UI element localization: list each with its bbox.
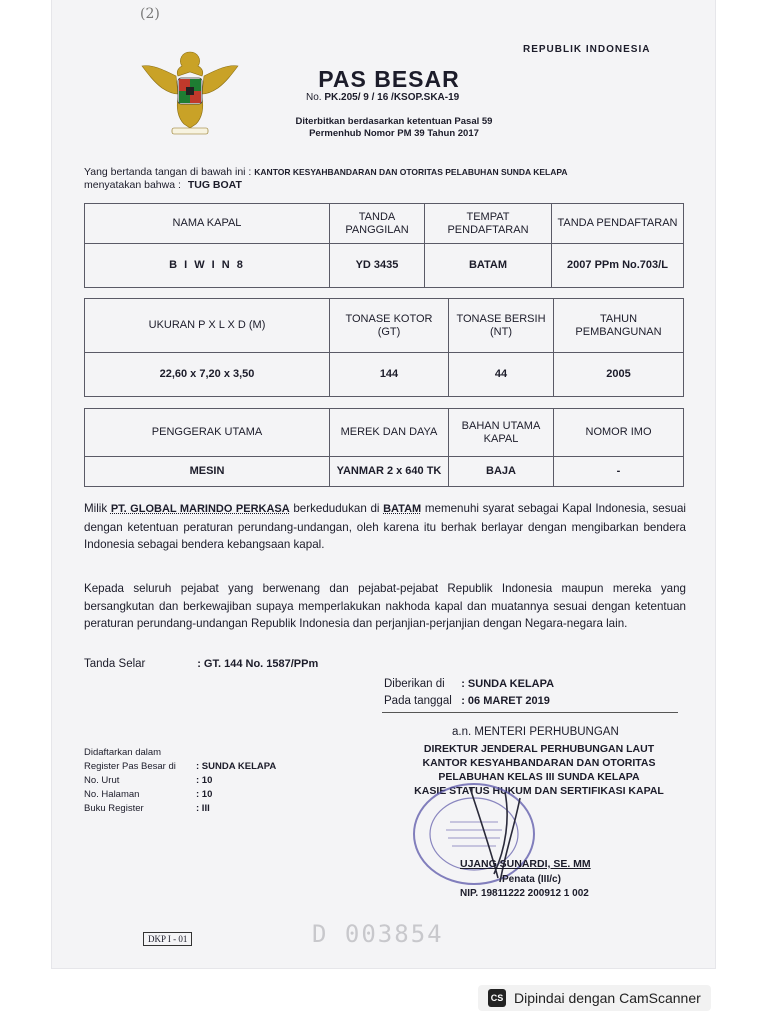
signatory-name: UJANG SUNARDI, SE. MM — [460, 858, 591, 870]
header-tanda-pendaftaran: TANDA PENDAFTARAN — [552, 204, 684, 244]
intro-prefix: Yang bertanda tangan di bawah ini : — [84, 166, 252, 178]
date-label: Pada tanggal — [384, 695, 452, 707]
header-nama-kapal: NAMA KAPAL — [85, 204, 330, 244]
value-tanda-pendaftaran: 2007 PPm No.703/L — [552, 244, 684, 288]
header-bahan-utama: BAHAN UTAMA KAPAL — [449, 409, 554, 457]
signatory-rank: Penata (III/c) — [502, 874, 561, 885]
ownership-paragraph — [84, 500, 686, 554]
declares-label: menyatakan bahwa : — [84, 179, 181, 191]
intro-statement — [84, 166, 568, 192]
signatory-line-2: KANTOR KESYAHBANDARAN DAN OTORITAS — [422, 757, 656, 769]
number-value: PK.205/ 9 / 16 /KSOP.SKA-19 — [324, 92, 460, 103]
header-ukuran: UKURAN P X L X D (M) — [85, 299, 330, 353]
vessel-type: TUG BOAT — [187, 179, 242, 191]
value-penggerak-utama: MESIN — [85, 457, 330, 487]
register-book-label: Register Pas Besar di — [84, 761, 176, 772]
register-buku-label: Buku Register — [84, 803, 144, 814]
register-book-value: : SUNDA KELAPA — [196, 761, 277, 772]
number-label: No. — [306, 92, 322, 103]
register-info — [84, 746, 276, 816]
issuance-basis — [0, 116, 768, 140]
header-tonase-bersih: TONASE BERSIH (NT) — [449, 299, 554, 353]
signatory-nip: NIP. 19811222 200912 1 002 — [460, 888, 589, 899]
vessel-identity-table — [84, 203, 684, 288]
header-tahun-pembangunan: TAHUN PEMBANGUNAN — [554, 299, 684, 353]
signatory-line-3: PELABUHAN KELAS III SUNDA KELAPA — [438, 771, 640, 783]
register-urut-value: : 10 — [196, 775, 213, 786]
ownership-statement: syarat sebagai Kapal Indonesia, sesuai dengan ketentuan peraturan perundang-undangan, oleh karena itu berhak berlayar dengan mengibarkan bendera Indonesia sebagai bendera kebangsaan kapal. — [84, 502, 686, 551]
value-tonase-kotor: 144 — [330, 353, 449, 397]
place-value: : SUNDA KELAPA — [461, 678, 555, 690]
serial-number: D 003854 — [312, 920, 444, 948]
fulfills-label: memenuhi — [424, 502, 479, 515]
issuance-line-1: Diterbitkan berdasarkan ketentuan Pasal 59 — [295, 116, 493, 127]
document-number — [306, 92, 459, 103]
issuance-line-2: Permenhub Nomor PM 39 Tahun 2017 — [309, 128, 479, 139]
value-ukuran: 22,60 x 7,20 x 3,50 — [85, 353, 330, 397]
value-merek-daya: YANMAR 2 x 640 TK — [330, 457, 449, 487]
value-nomor-imo: - — [554, 457, 684, 487]
header-tempat-pendaftaran: TEMPAT PENDAFTARAN — [425, 204, 552, 244]
date-value: : 06 MARET 2019 — [461, 695, 550, 707]
handwritten-number: (2) — [140, 6, 160, 22]
form-code: DKP I - 01 — [143, 932, 192, 946]
tanda-selar — [84, 658, 318, 670]
issuing-office: KANTOR KESYAHBANDARAN DAN OTORITAS PELABUHAN SUNDA KELAPA — [254, 167, 568, 177]
value-bahan-utama: BAJA — [449, 457, 554, 487]
request-paragraph: Kepada seluruh pejabat yang berwenang dan pejabat-pejabat Republik Indonesia maupun mereka yang bersangkutan dan berkewajiban supaya memperlakukan nakhoda kapal dan muatannya sesuai dengan ketentuan peraturan perundang-undangan Republik Indonesia dan perjanjian-perjanjian dengan Negara-negara lain. — [84, 582, 686, 630]
issue-place-date — [384, 676, 554, 710]
document-title: PAS BESAR — [318, 66, 460, 92]
value-tempat-pendaftaran: BATAM — [425, 244, 552, 288]
owner-label: Milik — [84, 502, 108, 515]
value-tahun-pembangunan: 2005 — [554, 353, 684, 397]
vessel-dimensions-table — [84, 298, 684, 397]
on-behalf-of: a.n. MENTERI PERHUBUNGAN — [452, 726, 619, 738]
place-label: Diberikan di — [384, 678, 445, 690]
header-tonase-kotor: TONASE KOTOR (GT) — [330, 299, 449, 353]
header-merek-daya: MEREK DAN DAYA — [330, 409, 449, 457]
register-title: Didaftarkan dalam — [84, 747, 162, 758]
header-nomor-imo: NOMOR IMO — [554, 409, 684, 457]
header-tanda-panggilan: TANDA PANGGILAN — [330, 204, 425, 244]
value-tanda-panggilan: YD 3435 — [330, 244, 425, 288]
camscanner-icon: CS — [488, 989, 506, 1007]
signatory-line-4: KASIE STATUS HUKUM DAN SERTIFIKASI KAPAL — [414, 785, 664, 797]
register-urut-label: No. Urut — [84, 775, 120, 786]
propulsion-table — [84, 408, 684, 487]
selar-value: : GT. 144 No. 1587/PPm — [197, 658, 319, 670]
header-penggerak-utama: PENGGERAK UTAMA — [85, 409, 330, 457]
value-nama-kapal: B I W I N 8 — [85, 244, 330, 288]
value-tonase-bersih: 44 — [449, 353, 554, 397]
camscanner-watermark — [478, 985, 711, 1011]
selar-label: Tanda Selar — [84, 658, 146, 670]
domicile-label: berkedudukan di — [293, 502, 380, 515]
divider-line — [382, 712, 678, 713]
register-buku-value: : III — [196, 803, 210, 814]
signatory-line-1: DIREKTUR JENDERAL PERHUBUNGAN LAUT — [423, 743, 655, 755]
owner-name: PT. GLOBAL MARINDO PERKASA — [110, 503, 290, 515]
camscanner-label: Dipindai dengan CamScanner — [514, 990, 701, 1006]
register-halaman-value: : 10 — [196, 789, 213, 800]
owner-domicile: BATAM — [383, 503, 422, 515]
republik-label: REPUBLIK INDONESIA — [523, 44, 651, 55]
register-halaman-label: No. Halaman — [84, 789, 140, 800]
